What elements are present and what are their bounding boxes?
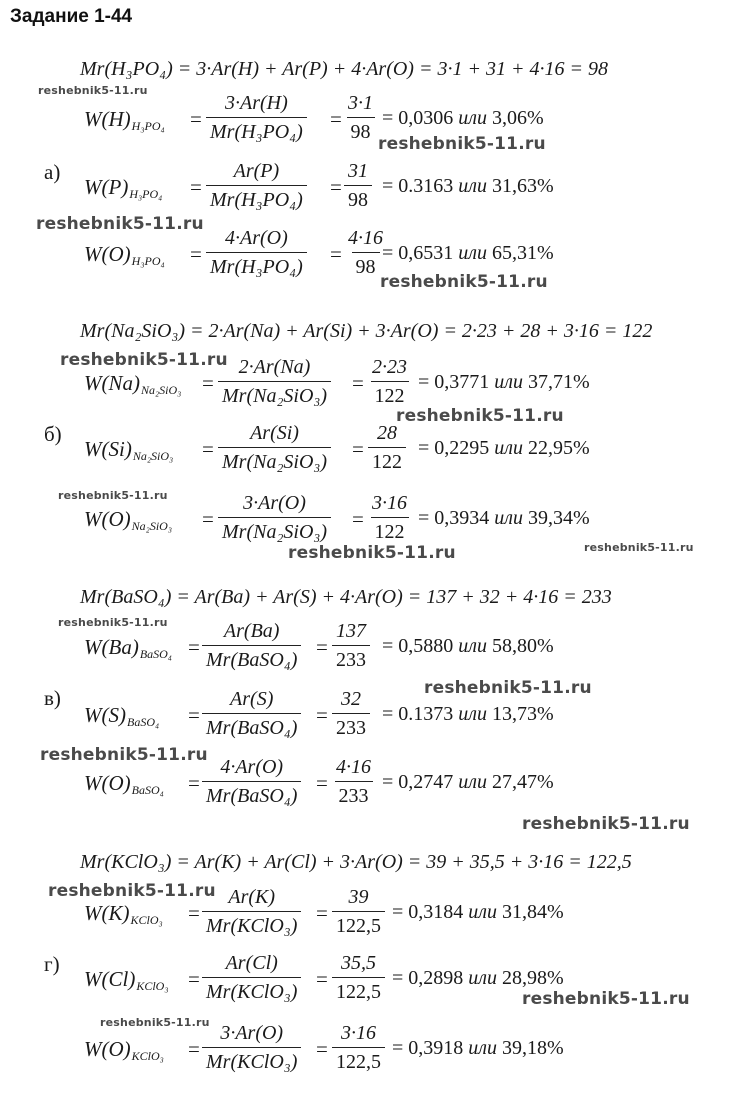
value-fraction: $\frac{3\cdot 1}{98}$ (344, 90, 377, 146)
molar-mass-baso4: Mr(BaSO₄) = Ar(Ba) + Ar(S) + 4·Ar(O) = 137 + 32 + 4·16 = 233 (80, 586, 612, 608)
result-value: = 0,2747 или 27,47% (382, 771, 554, 793)
task-title: Задание 1-44 (10, 6, 133, 27)
formula-fraction: Ar(K) Mr(KClO₃) (202, 884, 301, 940)
result-value: = 0,3771 или 37,71% (418, 371, 590, 393)
equals-sign: = (202, 371, 214, 395)
watermark: reshebnik5-11.ru (60, 350, 228, 370)
watermark: reshebnik5-11.ru (40, 745, 208, 765)
value-fraction: $\frac{3\cdot 16}{122}$ (368, 490, 411, 546)
equals-sign: = (188, 967, 200, 991)
result-value: = 0.1373 или 13,73% (382, 703, 554, 725)
formula-fraction: $\frac{Ar(P)}{\text{Mr(H₃PO₄)}}$ (206, 158, 307, 214)
molar-mass-na2sio3: Mr(Na₂SiO₃) = 2·Ar(Na) + Ar(Si) + 3·Ar(O) = 2·23 + 28 + 3·16 = 122 (80, 320, 653, 342)
equals-sign: = (330, 242, 342, 266)
part-label-v: в) (44, 686, 61, 710)
equals-sign: = (352, 507, 364, 531)
formula-fraction: 4·Ar(O) Mr(BaSO₄) (202, 754, 301, 810)
formula-fraction: $\frac{3\cdot Ar(H)}{\text{Mr(H₃PO₄)}}$ (206, 90, 307, 146)
watermark: reshebnik5-11.ru (424, 678, 592, 698)
watermark: reshebnik5-11.ru (522, 989, 690, 1009)
mass-fraction-symbol: W(O)H₃PO₄ (84, 242, 165, 268)
mass-fraction-symbol: W(K)KClO₃ (84, 901, 163, 927)
equals-sign: = (352, 437, 364, 461)
equals-sign: = (188, 635, 200, 659)
result-value: = 0,2898 или 28,98% (392, 967, 564, 989)
formula-fraction: 2·Ar(Na) Mr(Na₂SiO₃) (218, 354, 331, 410)
equals-sign: = (316, 771, 328, 795)
part-label-a: а) (44, 160, 61, 184)
watermark: reshebnik5-11.ru (36, 214, 204, 234)
value-fraction: $\frac{3\cdot 16}{122,5}$ (332, 1020, 385, 1076)
watermark: reshebnik5-11.ru (396, 406, 564, 426)
mass-fraction-symbol: W(Si)Na₂SiO₃ (84, 437, 174, 463)
equals-sign: = (188, 1037, 200, 1061)
mass-fraction-symbol: W(O)BaSO₄ (84, 771, 164, 797)
result-value: = 0,2295 или 22,95% (418, 437, 590, 459)
watermark: reshebnik5-11.ru (380, 272, 548, 292)
watermark: reshebnik5-11.ru (288, 543, 456, 563)
value-fraction: $\frac{4\cdot 16}{98}$ (344, 225, 387, 281)
mass-fraction-symbol: W(H)H₃PO₄ (84, 107, 165, 133)
equals-sign: = (316, 901, 328, 925)
equals-sign: = (188, 901, 200, 925)
watermark: reshebnik5-11.ru (58, 616, 168, 629)
watermark: reshebnik5-11.ru (100, 1016, 210, 1029)
part-label-b: б) (44, 422, 62, 446)
mass-fraction-symbol: W(P)H₃PO₄ (84, 175, 163, 201)
equals-sign: = (352, 371, 364, 395)
watermark: reshebnik5-11.ru (378, 134, 546, 154)
watermark: reshebnik5-11.ru (48, 881, 216, 901)
equals-sign: = (190, 107, 202, 131)
watermark: reshebnik5-11.ru (58, 489, 168, 502)
result-value: = 0,3934 или 39,34% (418, 507, 590, 529)
result-value: = 0.3163 или 31,63% (382, 175, 554, 197)
equals-sign: = (188, 771, 200, 795)
value-fraction: $\frac{2\cdot 23}{122}$ (368, 354, 411, 410)
value-fraction: $\frac{31}{98}$ (344, 158, 372, 214)
equals-sign: = (316, 967, 328, 991)
value-fraction: $\frac{39}{122,5}$ (332, 884, 385, 940)
equals-sign: = (330, 175, 342, 199)
equals-sign: = (316, 635, 328, 659)
molar-mass-h3po4: Mr(H₃PO₄) = 3·Ar(H) + Ar(P) + 4·Ar(O) = 3·1 + 31 + 4·16 = 98 (80, 58, 608, 80)
value-fraction: $\frac{4\cdot 16}{233}$ (332, 754, 375, 810)
equals-sign: = (188, 703, 200, 727)
equals-sign: = (330, 107, 342, 131)
mass-fraction-symbol: W(S)BaSO₄ (84, 703, 160, 729)
formula-fraction: Ar(Ba) Mr(BaSO₄) (202, 618, 301, 674)
equals-sign: = (202, 437, 214, 461)
watermark: reshebnik5-11.ru (38, 84, 148, 97)
value-fraction: $\frac{137}{233}$ (332, 618, 370, 674)
result-value: = 0,0306 или 3,06% (382, 107, 544, 129)
formula-fraction: $\frac{4\cdot Ar(O)}{\text{Mr(H₃PO₄)}}$ (206, 225, 307, 281)
formula-fraction: 3·Ar(O) Mr(KClO₃) (202, 1020, 301, 1076)
part-label-g: г) (44, 952, 60, 976)
equals-sign: = (190, 175, 202, 199)
mass-fraction-symbol: W(O)KClO₃ (84, 1037, 164, 1063)
result-value: = 0,3184 или 31,84% (392, 901, 564, 923)
formula-fraction: 3·Ar(O) Mr(Na₂SiO₃) (218, 490, 331, 546)
mass-fraction-symbol: W(Ba)BaSO₄ (84, 635, 172, 661)
result-value: = 0,5880 или 58,80% (382, 635, 554, 657)
watermark: reshebnik5-11.ru (522, 814, 690, 834)
mass-fraction-symbol: W(Na)Na₂SiO₃ (84, 371, 182, 397)
equals-sign: = (190, 242, 202, 266)
formula-fraction: Ar(S) Mr(BaSO₄) (202, 686, 301, 742)
value-fraction: $\frac{35,5}{122,5}$ (332, 950, 385, 1006)
value-fraction: $\frac{28}{122}$ (368, 420, 406, 476)
mass-fraction-symbol: W(Cl)KClO₃ (84, 967, 169, 993)
molar-mass-kclo3: Mr(KClO₃) = Ar(K) + Ar(Cl) + 3·Ar(O) = 39 + 35,5 + 3·16 = 122,5 (80, 851, 632, 873)
result-value: = 0,6531 или 65,31% (382, 242, 554, 264)
equals-sign: = (202, 507, 214, 531)
equals-sign: = (316, 1037, 328, 1061)
equals-sign: = (316, 703, 328, 727)
formula-fraction: Ar(Si) Mr(Na₂SiO₃) (218, 420, 331, 476)
result-value: = 0,3918 или 39,18% (392, 1037, 564, 1059)
value-fraction: $\frac{32}{233}$ (332, 686, 370, 742)
watermark: reshebnik5-11.ru (584, 541, 694, 554)
formula-fraction: Ar(Cl) Mr(KClO₃) (202, 950, 301, 1006)
mass-fraction-symbol: W(O)Na₂SiO₃ (84, 507, 173, 533)
